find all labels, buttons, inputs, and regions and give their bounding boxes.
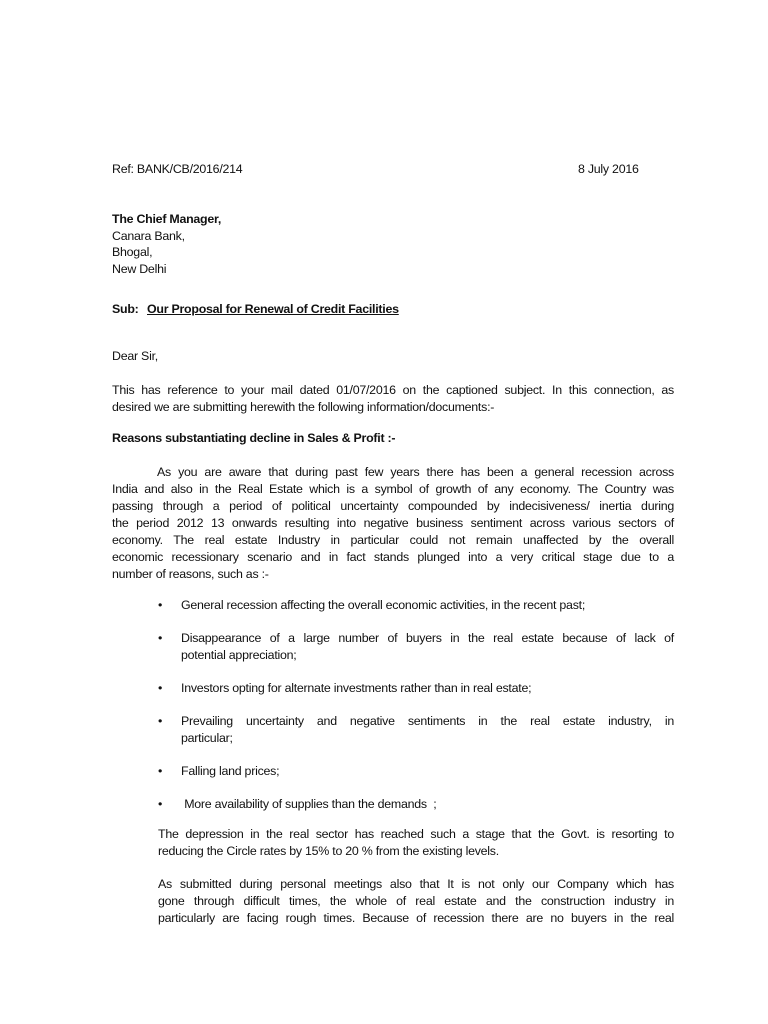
bullet-icon: • xyxy=(158,681,163,695)
text-line: particularly are facing rough times. Because of recession there are no buyers in the real xyxy=(158,911,674,925)
bullet-icon: • xyxy=(158,797,163,811)
reference-line xyxy=(112,161,674,178)
paragraph-submission xyxy=(158,876,674,927)
bullet-item xyxy=(158,763,674,780)
text-line: the period 2012 13 onwards resulting into negative business sentiment across various sectors of xyxy=(112,516,674,530)
bullet-item xyxy=(158,597,674,614)
text-line: potential appreciation; xyxy=(181,648,297,662)
text-line: reducing the Circle rates by 15% to 20 % from the existing levels. xyxy=(158,844,499,858)
addressee-line: Canara Bank, xyxy=(112,228,185,243)
salutation: Dear Sir, xyxy=(112,349,158,363)
addressee-title: The Chief Manager, xyxy=(112,212,222,226)
text-line: More availability of supplies than the demands ; xyxy=(181,797,437,811)
text-line: Prevailing uncertainty and negative sentiments in the real estate industry, in xyxy=(181,714,674,728)
text-line: India and also in the Real Estate which is a symbol of growth of any economy. The Country was xyxy=(112,482,674,496)
addressee-block xyxy=(112,211,674,278)
text-line: Investors opting for alternate investments rather than in real estate; xyxy=(181,681,532,695)
bullet-icon: • xyxy=(158,714,163,728)
text-line: particular; xyxy=(181,731,233,745)
text-line: As you are aware that during past few years there has been a general recession across xyxy=(157,465,674,479)
bullet-item xyxy=(158,796,674,813)
bullet-item xyxy=(158,680,674,697)
text-line: This has reference to your mail dated 01/07/2016 on the captioned subject. In this connection, as xyxy=(112,383,674,397)
bullet-item xyxy=(158,713,674,747)
addressee-line: New Delhi xyxy=(112,261,167,276)
text-line: As submitted during personal meetings also that It is not only our Company which has xyxy=(158,877,674,891)
subject-line xyxy=(112,301,674,318)
paragraph-depression xyxy=(158,826,674,860)
paragraph-reasons xyxy=(112,464,674,583)
letter-date: 8 July 2016 xyxy=(578,162,639,176)
text-line: General recession affecting the overall economic activities, in the recent past; xyxy=(181,598,586,612)
text-line: Disappearance of a large number of buyers in the real estate because of lack of xyxy=(181,631,674,645)
bullet-icon: • xyxy=(158,631,163,645)
text-line: desired we are submitting herewith the following information/documents:- xyxy=(112,400,495,414)
section-heading: Reasons substantiating decline in Sales & Profit :- xyxy=(112,431,396,445)
bullet-icon: • xyxy=(158,598,163,612)
addressee-line: Bhogal, xyxy=(112,245,153,259)
text-line: The depression in the real sector has reached such a stage that the Govt. is resorting to xyxy=(158,827,674,841)
subject-text: Our Proposal for Renewal of Credit Facilities xyxy=(147,302,399,316)
text-line: Falling land prices; xyxy=(181,764,280,778)
text-line: gone through difficult times, the whole of real estate and the construction industry in xyxy=(158,894,674,908)
reference-number: Ref: BANK/CB/2016/214 xyxy=(112,162,243,176)
subject-label: Sub: xyxy=(112,302,139,316)
text-line: passing through a period of political uncertainty compounded by indecisiveness/ inertia during xyxy=(112,499,674,513)
text-line: economic recessionary scenario and in fact stands plunged into a very critical stage due to a xyxy=(112,550,674,564)
bullet-icon: • xyxy=(158,764,163,778)
intro-paragraph xyxy=(112,382,674,416)
text-line: number of reasons, such as :- xyxy=(112,567,269,581)
bullet-item xyxy=(158,630,674,664)
text-line: economy. The real estate Industry in particular could not remain unaffected by the overall xyxy=(112,533,674,547)
